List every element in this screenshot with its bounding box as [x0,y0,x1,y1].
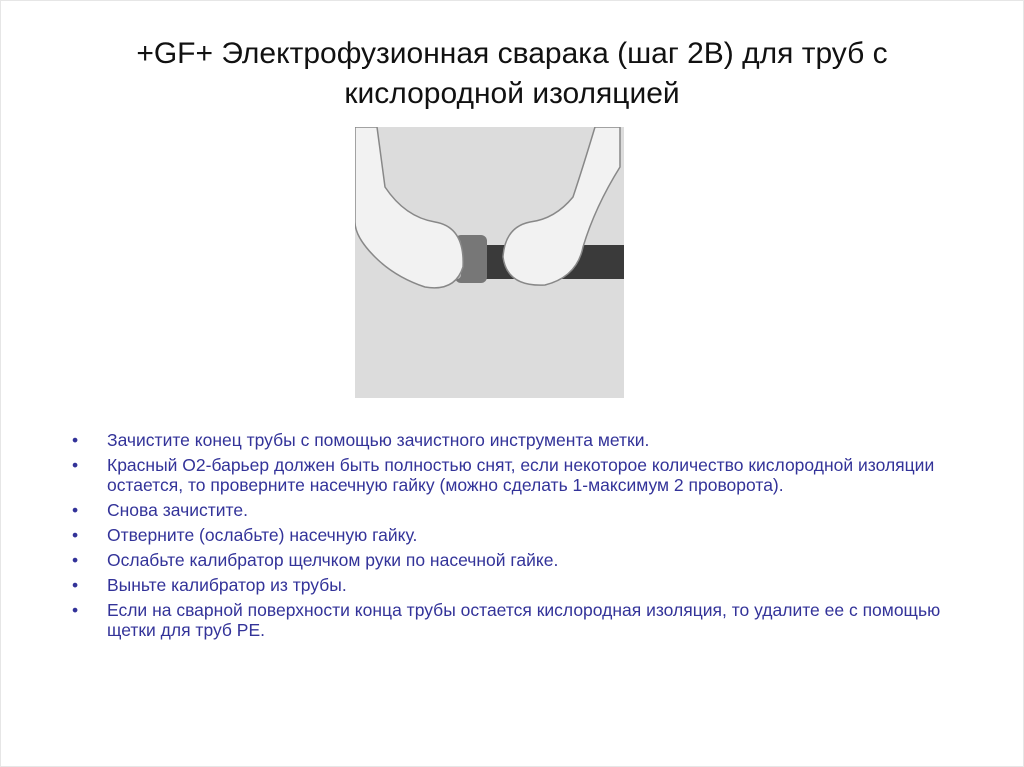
bullet-icon: • [72,500,79,520]
instruction-list [72,430,972,645]
list-item-text: Отверните (ослабьте) насечную гайку. [107,525,418,545]
hands-with-pipe-illustration [355,127,624,398]
list-item [72,525,972,545]
bullet-icon: • [72,550,79,570]
list-item-text: Если на сварной поверхности конца трубы остается кислородная изоляция, то удалите ее с помощью щетки для труб PE. [107,600,941,640]
list-item [72,500,972,520]
list-item-text: Ослабьте калибратор щелчком руки по насечной гайке. [107,550,559,570]
list-item [72,575,972,595]
list-item [72,550,972,570]
list-item [72,455,972,495]
list-item-text: Красный О2-барьер должен быть полностью снят, если некоторое количество кислородной изоляции остается, то проверните насечную гайку (можно сделать 1-максимум 2 проворота). [107,455,935,495]
list-item [72,430,972,450]
bullet-icon: • [72,575,79,595]
bullet-icon: • [72,525,79,545]
bullet-icon: • [72,455,79,475]
bullet-icon: • [72,600,79,620]
list-item-text: Снова зачистите. [107,500,248,520]
list-item-text: Выньте калибратор из трубы. [107,575,347,595]
bullet-icon: • [72,430,79,450]
slide-title: +GF+ Электрофузионная сварака (шаг 2В) для труб с кислородной изоляцией [136,37,888,110]
pipe-calibration-photo [355,127,624,398]
list-item [72,600,972,640]
list-item-text: Зачистите конец трубы с помощью зачистного инструмента метки. [107,430,650,450]
